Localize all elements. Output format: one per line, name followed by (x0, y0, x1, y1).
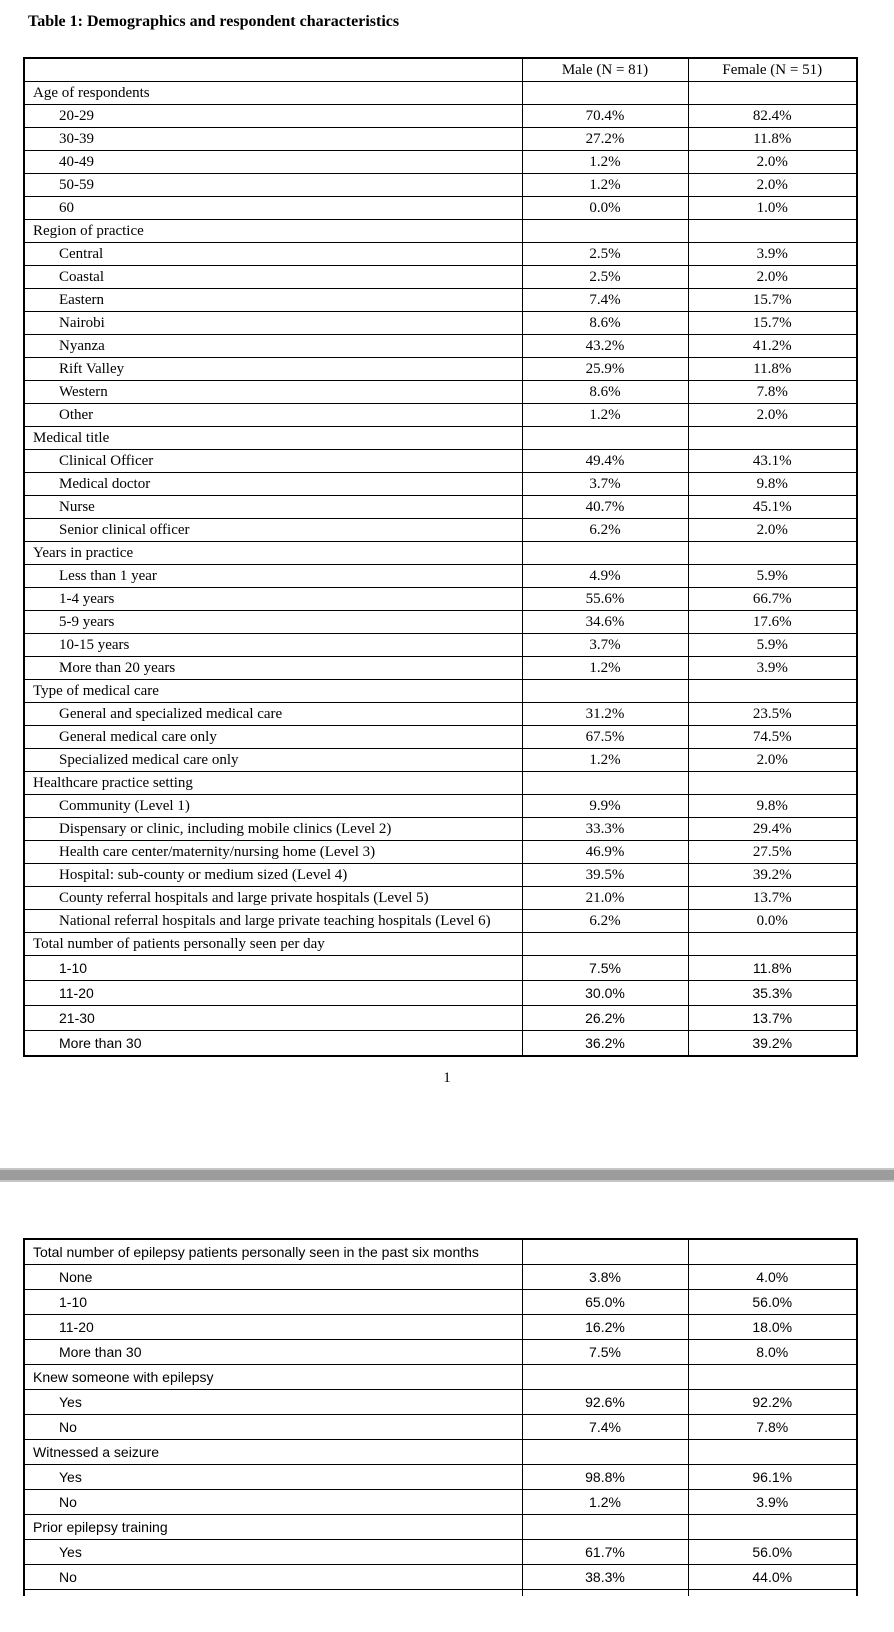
row-label: National referral hospitals and large private teaching hospitals (Level 6) (24, 910, 522, 933)
data-row (24, 1265, 857, 1290)
male-value: 30.0% (522, 981, 688, 1006)
section-row (24, 542, 857, 565)
section-row (24, 1365, 857, 1390)
row-label: No (24, 1490, 522, 1515)
data-row (24, 243, 857, 266)
female-value: 66.7% (688, 588, 857, 611)
data-row (24, 1540, 857, 1565)
female-value: 13.7% (688, 1006, 857, 1031)
male-value: 4.9% (522, 565, 688, 588)
row-label: Dispensary or clinic, including mobile clinics (Level 2) (24, 818, 522, 841)
demographics-table-page1 (23, 57, 858, 1057)
male-value: 3.7% (522, 473, 688, 496)
female-value: 5.9% (688, 565, 857, 588)
female-value: 41.2% (688, 335, 857, 358)
male-value: 98.8% (522, 1465, 688, 1490)
male-value: 1.2% (522, 151, 688, 174)
male-value: 43.2% (522, 335, 688, 358)
row-label: Community (Level 1) (24, 795, 522, 818)
row-label: Prior epilepsy training (24, 1515, 522, 1540)
female-value: 96.1% (688, 1465, 857, 1490)
data-row (24, 864, 857, 887)
data-row (24, 496, 857, 519)
data-row (24, 105, 857, 128)
male-value: 1.2% (522, 404, 688, 427)
female-value (688, 1440, 857, 1465)
male-value (522, 542, 688, 565)
female-value: 18.0% (688, 1315, 857, 1340)
data-row (24, 634, 857, 657)
male-value (522, 772, 688, 795)
row-label: General and specialized medical care (24, 703, 522, 726)
cutoff-cell (522, 1590, 688, 1596)
data-row (24, 358, 857, 381)
row-label: Other (24, 404, 522, 427)
male-value: 36.2% (522, 1031, 688, 1057)
data-row (24, 1031, 857, 1057)
female-value: 15.7% (688, 312, 857, 335)
male-value: 70.4% (522, 105, 688, 128)
row-label: Total number of patients personally seen per day (24, 933, 522, 956)
male-value: 2.5% (522, 266, 688, 289)
data-row (24, 473, 857, 496)
row-label: 1-10 (24, 1290, 522, 1315)
row-label: More than 30 (24, 1031, 522, 1057)
male-value: 61.7% (522, 1540, 688, 1565)
male-value: 39.5% (522, 864, 688, 887)
data-row (24, 289, 857, 312)
female-value (688, 933, 857, 956)
female-value: 2.0% (688, 749, 857, 772)
male-column-header: Male (N = 81) (522, 58, 688, 82)
male-value (522, 427, 688, 450)
male-value: 7.5% (522, 1340, 688, 1365)
row-label: None (24, 1265, 522, 1290)
table-title: Table 1: Demographics and respondent characteristics (28, 13, 400, 30)
section-row (24, 220, 857, 243)
male-value: 34.6% (522, 611, 688, 634)
row-label: 1-4 years (24, 588, 522, 611)
female-value: 27.5% (688, 841, 857, 864)
data-row (24, 1290, 857, 1315)
data-row (24, 657, 857, 680)
female-value: 9.8% (688, 795, 857, 818)
female-value: 56.0% (688, 1540, 857, 1565)
female-value: 15.7% (688, 289, 857, 312)
female-value: 4.0% (688, 1265, 857, 1290)
row-label: 11-20 (24, 981, 522, 1006)
row-label: Hospital: sub-county or medium sized (Level 4) (24, 864, 522, 887)
female-value: 39.2% (688, 864, 857, 887)
row-label: Years in practice (24, 542, 522, 565)
female-value: 3.9% (688, 243, 857, 266)
row-label: More than 20 years (24, 657, 522, 680)
female-value: 11.8% (688, 358, 857, 381)
row-label: Western (24, 381, 522, 404)
female-value (688, 772, 857, 795)
female-value: 35.3% (688, 981, 857, 1006)
male-value: 21.0% (522, 887, 688, 910)
female-value: 11.8% (688, 956, 857, 981)
row-label: Clinical Officer (24, 450, 522, 473)
female-value: 74.5% (688, 726, 857, 749)
row-label: Coastal (24, 266, 522, 289)
female-value: 92.2% (688, 1390, 857, 1415)
data-row (24, 1340, 857, 1365)
data-row (24, 266, 857, 289)
row-label: 60 (24, 197, 522, 220)
male-value (522, 220, 688, 243)
male-value: 25.9% (522, 358, 688, 381)
female-value: 17.6% (688, 611, 857, 634)
data-row (24, 450, 857, 473)
data-row (24, 887, 857, 910)
male-value: 49.4% (522, 450, 688, 473)
male-value (522, 82, 688, 105)
data-row (24, 381, 857, 404)
female-value (688, 1239, 857, 1265)
female-value (688, 542, 857, 565)
female-value (688, 1515, 857, 1540)
female-value (688, 1365, 857, 1390)
data-row (24, 519, 857, 542)
female-value: 2.0% (688, 519, 857, 542)
data-row (24, 703, 857, 726)
data-row (24, 1465, 857, 1490)
data-row (24, 1006, 857, 1031)
male-value: 7.5% (522, 956, 688, 981)
female-value: 29.4% (688, 818, 857, 841)
male-value: 33.3% (522, 818, 688, 841)
row-label (24, 58, 522, 82)
male-value: 16.2% (522, 1315, 688, 1340)
male-value: 55.6% (522, 588, 688, 611)
section-row (24, 772, 857, 795)
row-label: Senior clinical officer (24, 519, 522, 542)
data-row (24, 1565, 857, 1590)
demographics-table-continued (23, 1238, 858, 1596)
male-value: 27.2% (522, 128, 688, 151)
row-label: No (24, 1565, 522, 1590)
data-row (24, 910, 857, 933)
female-value: 0.0% (688, 910, 857, 933)
row-label: Eastern (24, 289, 522, 312)
row-label: 30-39 (24, 128, 522, 151)
male-value: 26.2% (522, 1006, 688, 1031)
row-label: Yes (24, 1390, 522, 1415)
female-value (688, 82, 857, 105)
data-row (24, 749, 857, 772)
male-value (522, 1239, 688, 1265)
section-row (24, 1515, 857, 1540)
female-value: 2.0% (688, 151, 857, 174)
section-row (24, 1239, 857, 1265)
demographics-table (23, 57, 858, 1057)
row-label: Yes (24, 1540, 522, 1565)
male-value: 6.2% (522, 519, 688, 542)
male-value (522, 1365, 688, 1390)
row-label: Nurse (24, 496, 522, 519)
section-row (24, 427, 857, 450)
male-value: 2.5% (522, 243, 688, 266)
data-row (24, 956, 857, 981)
female-value: 7.8% (688, 1415, 857, 1440)
female-value: 2.0% (688, 174, 857, 197)
row-label: More than 30 (24, 1340, 522, 1365)
female-value: 8.0% (688, 1340, 857, 1365)
row-label: Less than 1 year (24, 565, 522, 588)
row-label: 20-29 (24, 105, 522, 128)
data-row (24, 795, 857, 818)
male-value: 1.2% (522, 174, 688, 197)
data-row (24, 1415, 857, 1440)
female-value (688, 427, 857, 450)
male-value: 31.2% (522, 703, 688, 726)
data-row (24, 312, 857, 335)
data-row (24, 1315, 857, 1340)
row-label: County referral hospitals and large private hospitals (Level 5) (24, 887, 522, 910)
row-label: General medical care only (24, 726, 522, 749)
female-value: 1.0% (688, 197, 857, 220)
female-value: 2.0% (688, 404, 857, 427)
male-value: 3.7% (522, 634, 688, 657)
male-value: 65.0% (522, 1290, 688, 1315)
female-value: 3.9% (688, 1490, 857, 1515)
section-row (24, 82, 857, 105)
data-row (24, 588, 857, 611)
row-label: Type of medical care (24, 680, 522, 703)
section-row (24, 1440, 857, 1465)
male-value: 0.0% (522, 197, 688, 220)
row-label: 11-20 (24, 1315, 522, 1340)
row-label: Yes (24, 1465, 522, 1490)
row-label: Age of respondents (24, 82, 522, 105)
column-header-row (24, 58, 857, 82)
row-label: Medical title (24, 427, 522, 450)
row-label: 5-9 years (24, 611, 522, 634)
male-value: 7.4% (522, 1415, 688, 1440)
male-value: 46.9% (522, 841, 688, 864)
male-value: 1.2% (522, 657, 688, 680)
demographics-table-page2 (23, 1238, 858, 1596)
row-label: 21-30 (24, 1006, 522, 1031)
female-column-header: Female (N = 51) (688, 58, 857, 82)
female-value: 44.0% (688, 1565, 857, 1590)
cutoff-cell (24, 1590, 522, 1596)
female-value: 39.2% (688, 1031, 857, 1057)
male-value: 8.6% (522, 381, 688, 404)
row-label: Central (24, 243, 522, 266)
data-row (24, 981, 857, 1006)
female-value: 3.9% (688, 657, 857, 680)
row-label: Healthcare practice setting (24, 772, 522, 795)
row-label: 50-59 (24, 174, 522, 197)
female-value: 11.8% (688, 128, 857, 151)
male-value: 1.2% (522, 749, 688, 772)
row-label: Region of practice (24, 220, 522, 243)
cutoff-partial-row (24, 1590, 857, 1596)
row-label: No (24, 1415, 522, 1440)
male-value: 92.6% (522, 1390, 688, 1415)
row-label: 1-10 (24, 956, 522, 981)
data-row (24, 174, 857, 197)
male-value: 6.2% (522, 910, 688, 933)
female-value: 45.1% (688, 496, 857, 519)
data-row (24, 151, 857, 174)
male-value: 7.4% (522, 289, 688, 312)
data-row (24, 404, 857, 427)
male-value: 1.2% (522, 1490, 688, 1515)
male-value: 8.6% (522, 312, 688, 335)
row-label: Total number of epilepsy patients personally seen in the past six months (24, 1239, 522, 1265)
male-value: 38.3% (522, 1565, 688, 1590)
data-row (24, 1390, 857, 1415)
data-row (24, 818, 857, 841)
row-label: Health care center/maternity/nursing home (Level 3) (24, 841, 522, 864)
female-value: 56.0% (688, 1290, 857, 1315)
data-row (24, 611, 857, 634)
female-value: 43.1% (688, 450, 857, 473)
male-value: 40.7% (522, 496, 688, 519)
row-label: Rift Valley (24, 358, 522, 381)
row-label: Nairobi (24, 312, 522, 335)
row-label: Nyanza (24, 335, 522, 358)
male-value (522, 933, 688, 956)
male-value: 3.8% (522, 1265, 688, 1290)
data-row (24, 726, 857, 749)
page-number: 1 (443, 1070, 451, 1086)
row-label: 40-49 (24, 151, 522, 174)
page-separator (0, 1168, 894, 1182)
row-label: Medical doctor (24, 473, 522, 496)
section-row (24, 933, 857, 956)
female-value (688, 680, 857, 703)
male-value: 67.5% (522, 726, 688, 749)
cutoff-cell (688, 1590, 857, 1596)
female-value: 2.0% (688, 266, 857, 289)
row-label: Witnessed a seizure (24, 1440, 522, 1465)
male-value: 9.9% (522, 795, 688, 818)
female-value (688, 220, 857, 243)
row-label: 10-15 years (24, 634, 522, 657)
data-row (24, 841, 857, 864)
male-value (522, 1515, 688, 1540)
data-row (24, 197, 857, 220)
male-value (522, 1440, 688, 1465)
data-row (24, 1490, 857, 1515)
data-row (24, 128, 857, 151)
female-value: 9.8% (688, 473, 857, 496)
row-label: Specialized medical care only (24, 749, 522, 772)
female-value: 5.9% (688, 634, 857, 657)
female-value: 23.5% (688, 703, 857, 726)
data-row (24, 565, 857, 588)
female-value: 7.8% (688, 381, 857, 404)
female-value: 13.7% (688, 887, 857, 910)
row-label: Knew someone with epilepsy (24, 1365, 522, 1390)
male-value (522, 680, 688, 703)
data-row (24, 335, 857, 358)
female-value: 82.4% (688, 105, 857, 128)
section-row (24, 680, 857, 703)
